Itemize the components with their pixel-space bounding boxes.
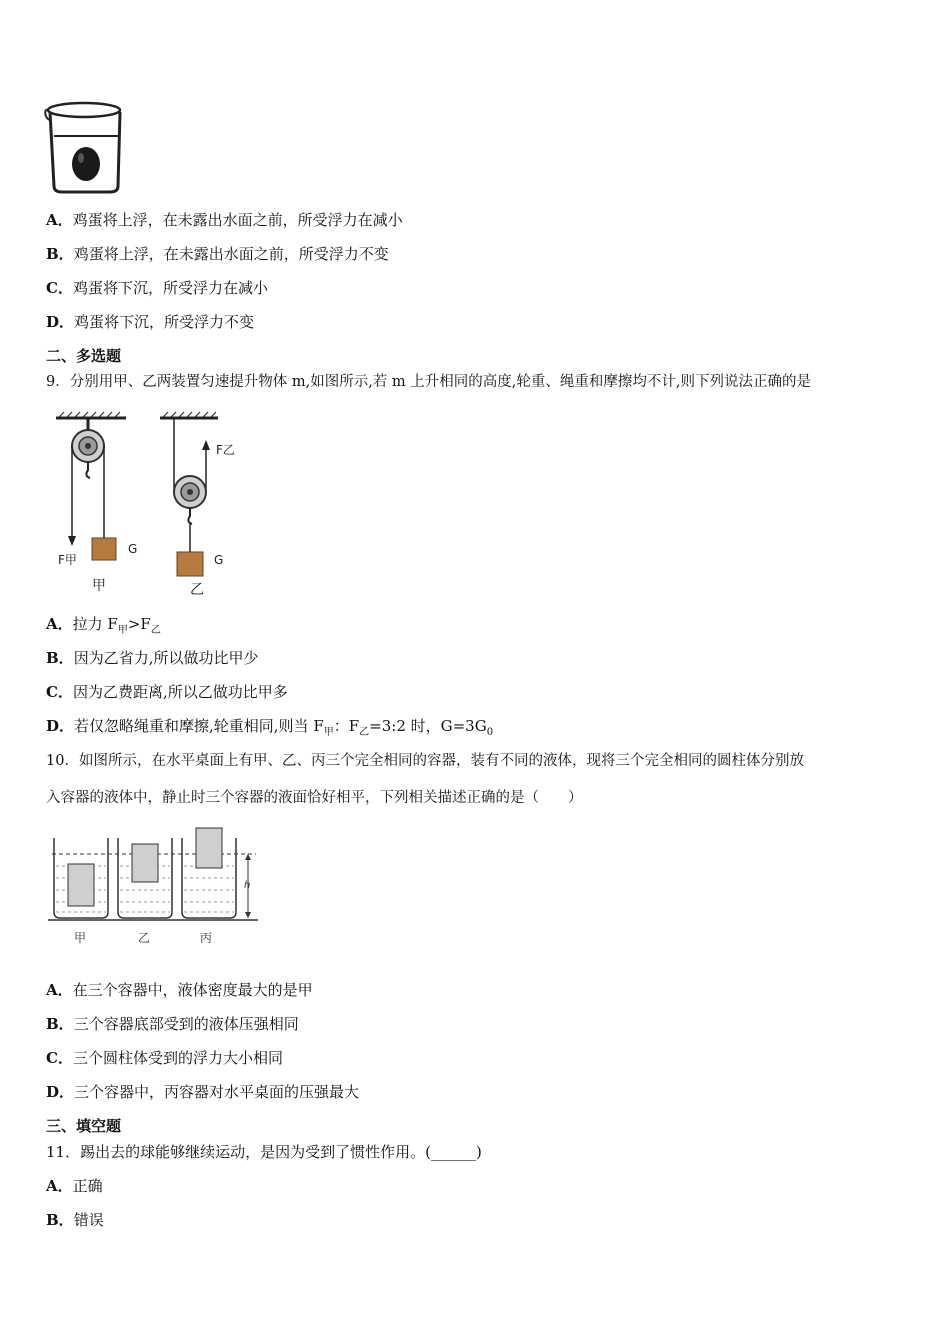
q9-option-d: D．若仅忽略绳重和摩擦,轮重相同,则当 $F_甲$：$F_乙=3:2$ 时，$G=3G_0$ — [46, 717, 494, 738]
q9-option-c: C．因为乙费距离,所以乙做功比甲多 — [46, 683, 288, 701]
q10-option-b: B．三个容器底部受到的液体压强相同 — [46, 1015, 299, 1033]
q11-stem: 11．踢出去的球能够继续运动，是因为受到了惯性作用。(______) — [46, 1143, 482, 1161]
svg-text:丙: 丙 — [200, 931, 213, 945]
svg-text:G: G — [214, 553, 224, 567]
q11-option-a: A．正确 — [46, 1177, 103, 1195]
svg-text:乙: 乙 — [138, 931, 151, 945]
containers-figure — [44, 824, 264, 950]
q8-option-b: B．鸡蛋将上浮，在未露出水面之前，所受浮力不变 — [46, 245, 389, 263]
q8-option-c: C．鸡蛋将下沉，所受浮力在减小 — [46, 279, 268, 297]
pulley-figure — [48, 410, 248, 600]
q10-stem-line1: 10．如图所示，在水平桌面上有甲、乙、丙三个完全相同的容器，装有不同的液体，现将三个完全相同的圆柱体分别放 — [46, 753, 804, 769]
svg-text:甲: 甲 — [74, 931, 87, 945]
svg-text:F乙: F乙 — [216, 443, 235, 457]
q8-option-d: D．鸡蛋将下沉，所受浮力不变 — [46, 313, 255, 331]
q10-option-d: D．三个容器中，丙容器对水平桌面的压强最大 — [46, 1083, 360, 1101]
q10-stem-line2: 入容器的液体中，静止时三个容器的液面恰好相平，下列相关描述正确的是（ ） — [46, 790, 583, 806]
svg-text:F甲: F甲 — [58, 553, 77, 567]
q8-option-a: A．鸡蛋将上浮，在未露出水面之前，所受浮力在减小 — [46, 211, 403, 229]
q10-option-a: A．在三个容器中，液体密度最大的是甲 — [46, 981, 313, 999]
q9-option-b: B．因为乙省力,所以做功比甲少 — [46, 649, 259, 667]
section-title-multi-choice: 二、多选题 — [46, 347, 122, 365]
q10-option-c: C．三个圆柱体受到的浮力大小相同 — [46, 1049, 283, 1067]
egg — [72, 147, 100, 181]
svg-text:乙: 乙 — [190, 582, 204, 598]
q9-option-a: A．拉力 $F_甲>F_乙$ — [46, 615, 161, 636]
q11-option-b: B．错误 — [46, 1211, 104, 1229]
svg-text:G: G — [128, 542, 138, 556]
section-title-fill-in: 三、填空题 — [46, 1117, 122, 1135]
svg-text:h: h — [244, 880, 251, 891]
beaker-egg-figure — [40, 98, 126, 198]
svg-text:甲: 甲 — [92, 578, 106, 594]
q9-stem: 9．分别用甲、乙两装置匀速提升物体 m,如图所示,若 m 上升相同的高度,轮重、绳重和摩擦均不计,则下列说法正确的是 — [46, 374, 811, 390]
